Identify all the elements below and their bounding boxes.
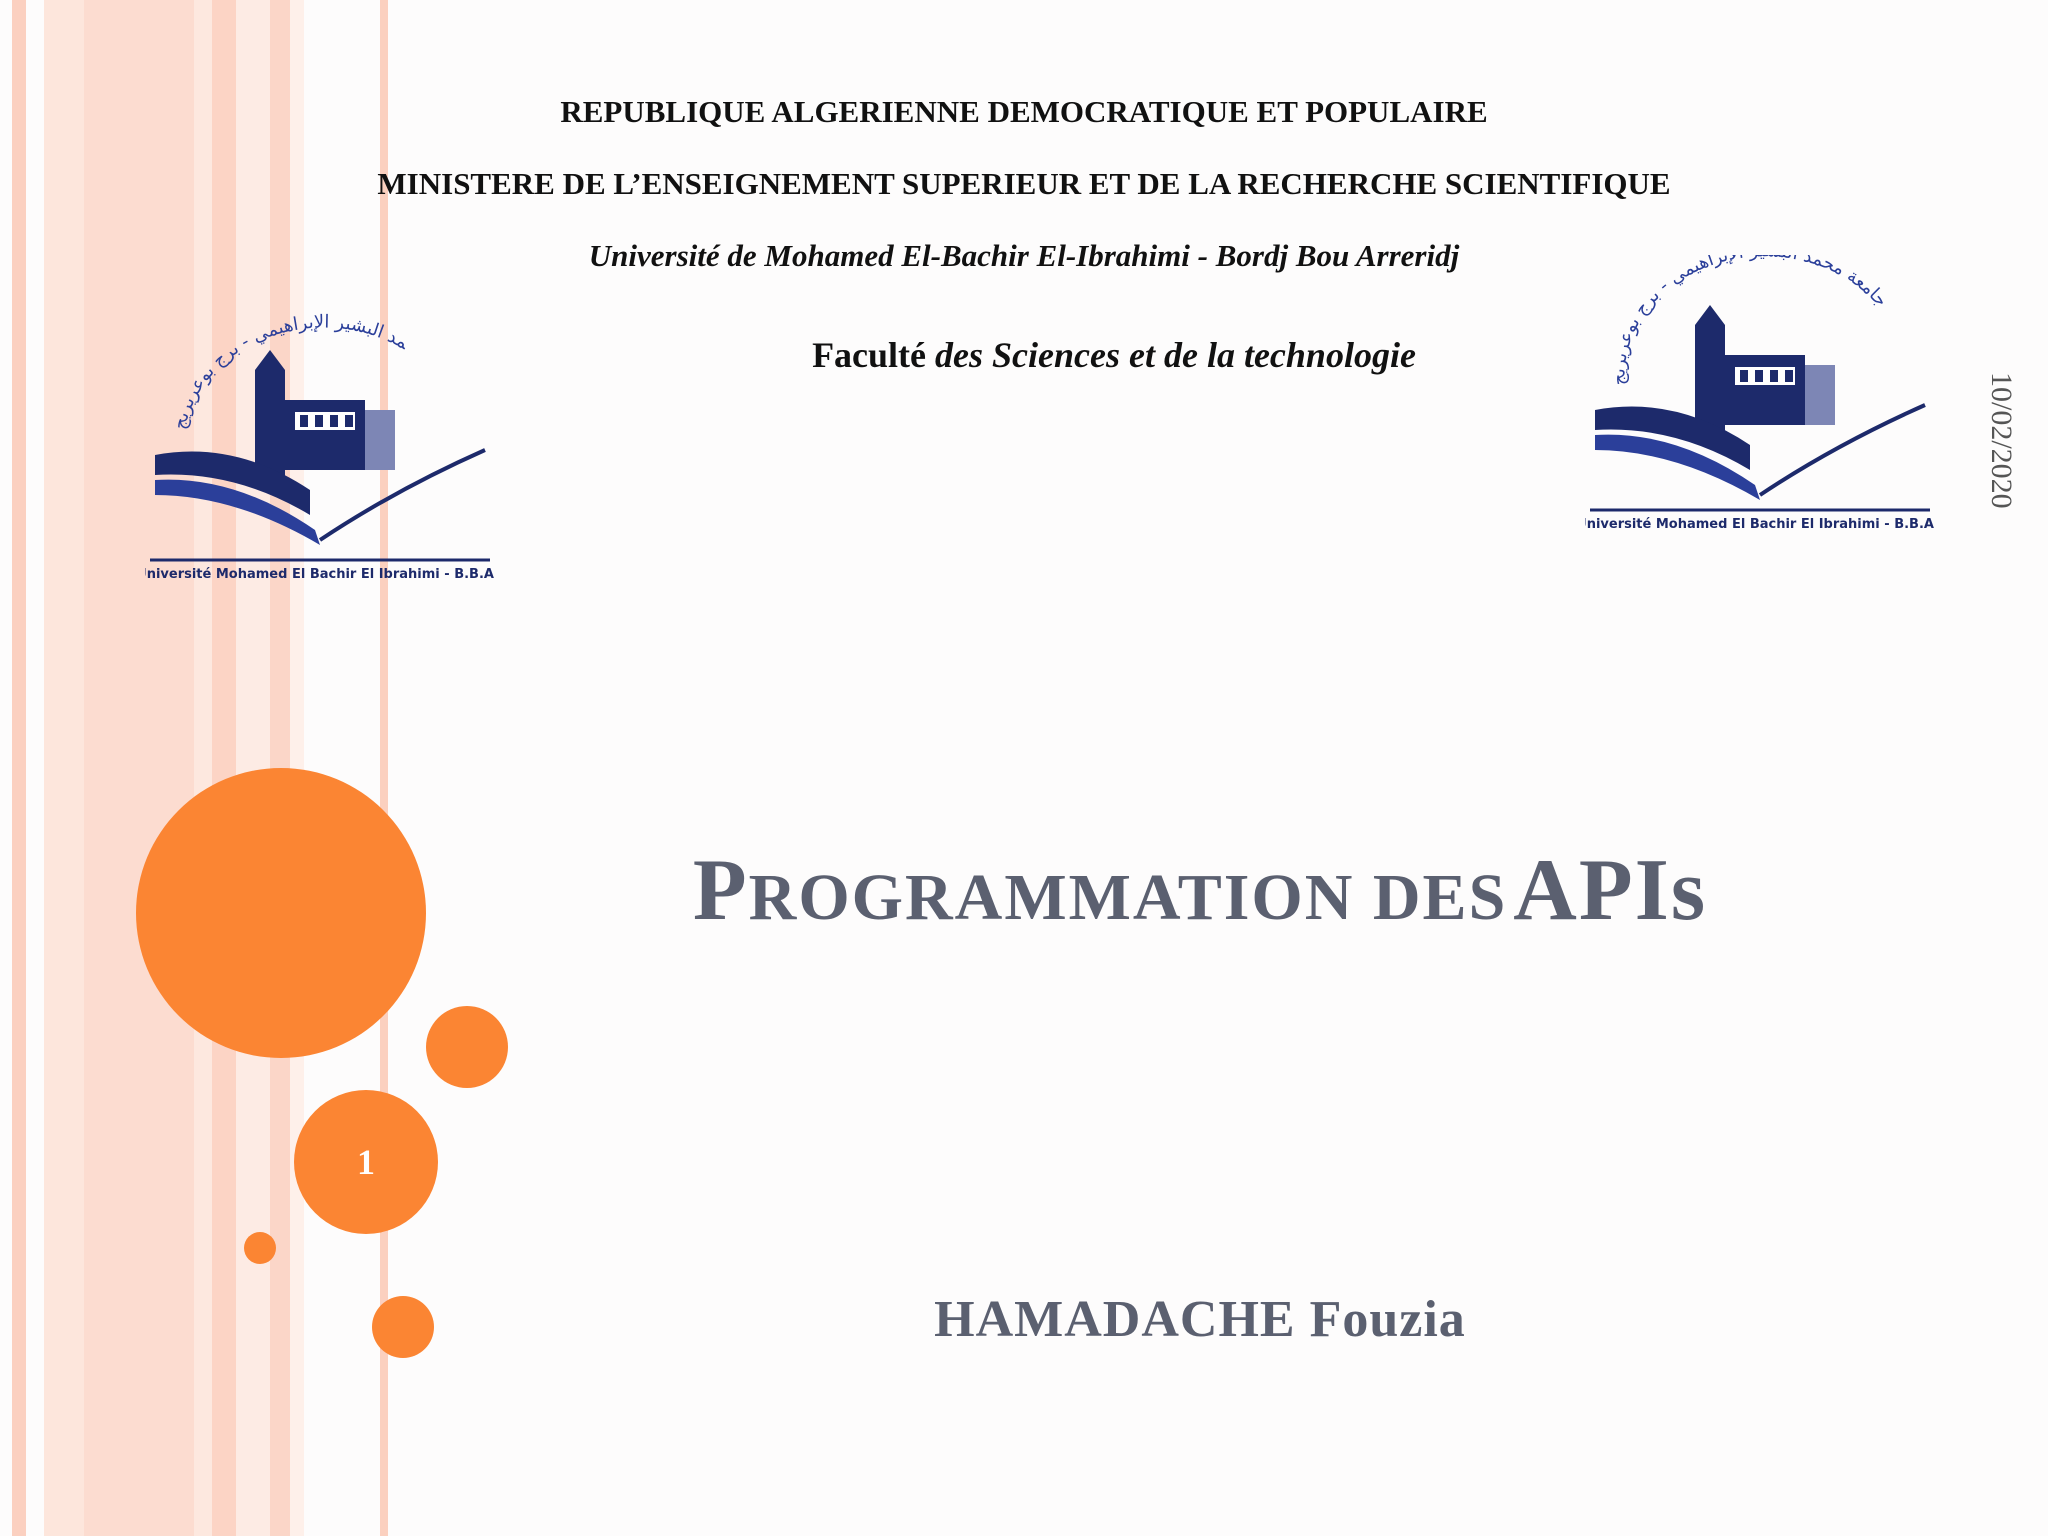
- author-name: HAMADACHE Fouzia: [934, 1291, 1466, 1348]
- faculty-prefix: Faculté: [812, 335, 927, 375]
- decorative-circle-small: [372, 1296, 434, 1358]
- header-university: Université de Mohamed El-Bachir El-Ibrahimi - Bordj Bou Arreridj: [588, 238, 1460, 273]
- logo-caption: Université Mohamed El Bachir El Ibrahimi - B.B.A -: [1585, 517, 1935, 532]
- logo-caption: Université Mohamed El Bachir El Ibrahimi - B.B.A -: [145, 567, 495, 582]
- decorative-circle-medium: [426, 1006, 508, 1088]
- decorative-circle-tiny: [244, 1232, 276, 1264]
- university-logo-icon: [145, 290, 495, 590]
- logo-arabic-text: جامعة محمد الإبراهيمي - برج بوعريريج: [1608, 255, 1892, 386]
- title-apis: APIs: [1513, 842, 1708, 939]
- university-logo-right: [1585, 255, 1935, 545]
- slide-title: [560, 840, 1840, 941]
- title-smallcaps: ROGRAMMATION DES: [748, 861, 1508, 934]
- logo-arabic-text: مد البشير الإبراهيمي - برج بوعريريج: [169, 311, 413, 432]
- header-ministry: MINISTERE DE L’ENSEIGNEMENT SUPERIEUR ET DE LA RECHERCHE SCIENTIFIQUE: [377, 166, 1671, 201]
- header-republic: REPUBLIQUE ALGERIENNE DEMOCRATIQUE ET POPULAIRE: [560, 94, 1488, 129]
- university-logo-icon: [1585, 255, 1935, 545]
- faculty-name: des Sciences et de la technologie: [935, 335, 1416, 375]
- university-logo-left: [145, 290, 495, 590]
- title-initial: P: [692, 842, 749, 939]
- slide-date: 10/02/2020: [1985, 372, 2018, 509]
- slide-number: 1: [357, 1142, 375, 1182]
- decorative-circle-large: [136, 768, 426, 1058]
